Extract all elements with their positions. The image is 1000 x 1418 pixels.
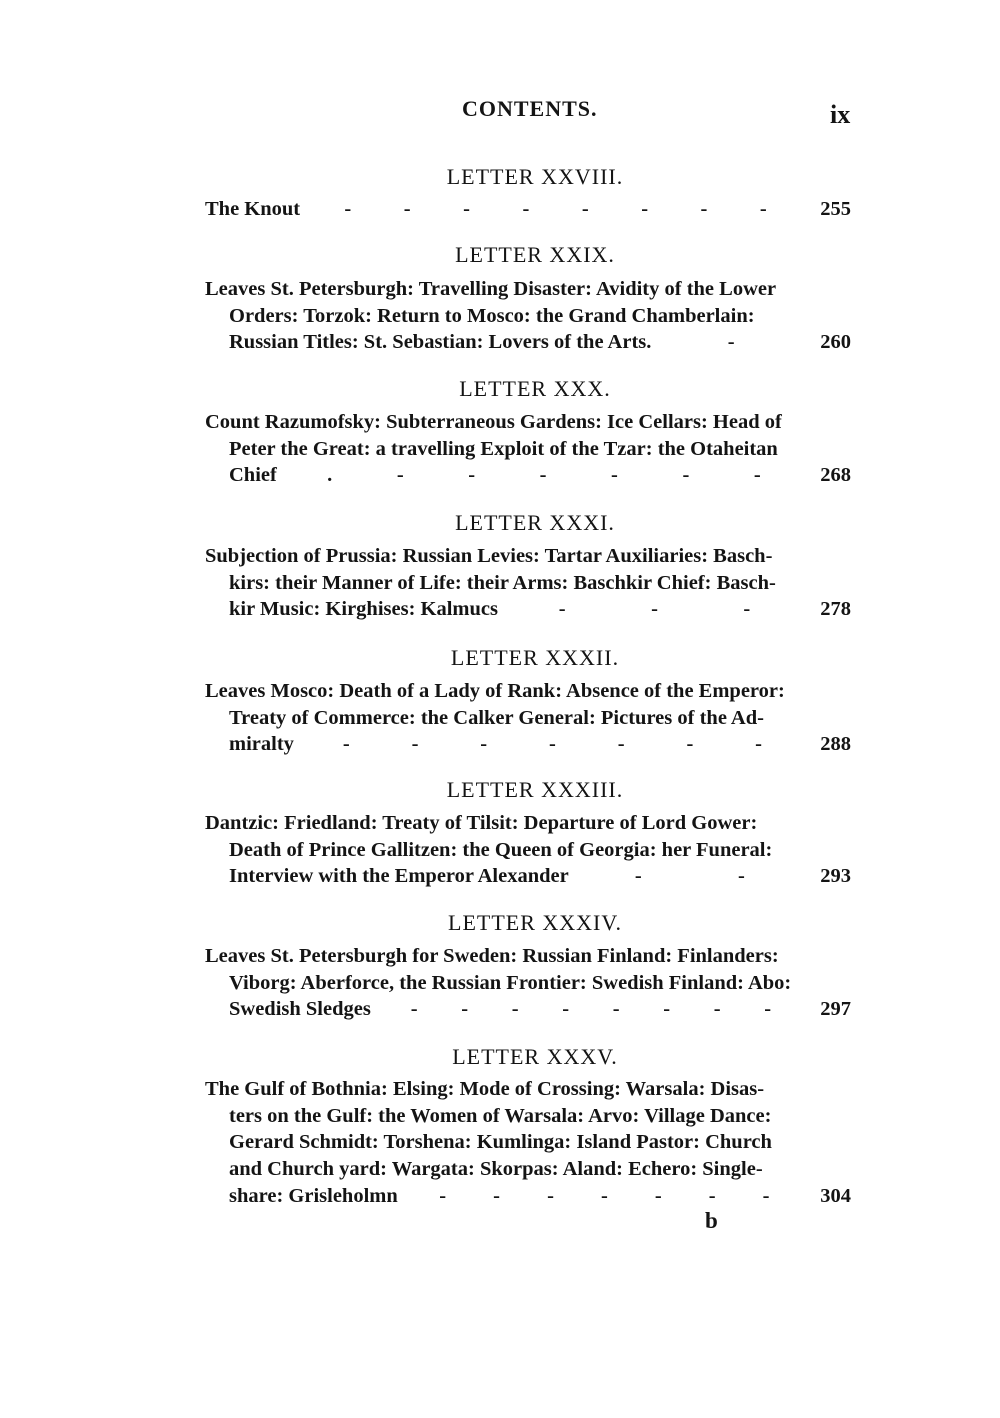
page-ref: 278 <box>820 598 851 621</box>
entry-text: Viborg: Aberforce, the Russian Frontier: Swedish Finland: Abo: <box>229 971 792 994</box>
entry-text: Interview with the Emperor Alexander <box>229 865 569 888</box>
leader-mark: - <box>600 1184 608 1207</box>
letter-heading: LETTER XXIX. <box>455 242 615 267</box>
entry-line <box>205 409 851 436</box>
entry-text: Chief <box>229 464 277 487</box>
contents-entry <box>205 196 851 223</box>
leader-mark: - <box>511 998 519 1021</box>
leader-mark: - <box>611 464 618 487</box>
leader-mark: - <box>522 198 530 220</box>
leader-mark: - <box>743 598 751 621</box>
entry-text: kir Music: Kirghises: Kalmucs <box>229 598 498 621</box>
entry-text: Dantzic: Friedland: Treaty of Tilsit: Departure of Lord Gower: <box>205 812 758 834</box>
leader-mark: - <box>654 1184 662 1207</box>
leader-mark: - <box>755 733 762 756</box>
leader-mark: - <box>344 198 352 220</box>
entry-line <box>205 596 851 623</box>
entry-line <box>205 863 851 890</box>
leader-mark: - <box>463 198 470 220</box>
leader-mark: - <box>547 1184 554 1207</box>
leader-mark: - <box>738 865 745 888</box>
leader-mark: - <box>762 1184 770 1207</box>
leader-mark: - <box>634 865 642 888</box>
leader-mark: - <box>396 464 404 487</box>
leader-mark: - <box>727 331 735 354</box>
entry-text: Treaty of Commerce: the Calker General: Pictures of the Ad- <box>229 706 764 729</box>
leader-mark: - <box>612 998 620 1021</box>
contents-entry <box>205 943 851 1023</box>
dot-leader <box>498 596 811 623</box>
page-ref: 260 <box>820 331 851 354</box>
leader-mark: - <box>700 198 708 220</box>
entry-text: ters on the Gulf: the Women of Warsala: Arvo: Village Dance: <box>229 1104 772 1127</box>
letter-heading: LETTER XXX. <box>459 376 611 401</box>
letter-heading: LETTER XXXIV. <box>448 910 622 935</box>
page-ref: 297 <box>820 998 851 1021</box>
entry-line <box>205 1129 851 1156</box>
leader-mark: - <box>493 1184 500 1207</box>
leader-mark: - <box>686 733 694 756</box>
leader-mark: - <box>403 198 411 220</box>
leader-mark: - <box>764 998 772 1021</box>
entry-line <box>205 970 851 997</box>
letter-heading: LETTER XXVIII. <box>446 164 624 189</box>
leader-mark: - <box>682 464 690 487</box>
entry-line <box>205 329 851 356</box>
contents-entry <box>205 810 851 890</box>
entry-line <box>205 436 851 463</box>
page-ref: 288 <box>820 733 851 756</box>
entry-text: Gerard Schmidt: Torshena: Kumlinga: Island Pastor: Church <box>229 1131 772 1154</box>
entry-line <box>205 996 851 1023</box>
entry-line <box>205 276 851 303</box>
entry-text: kirs: their Manner of Life: their Arms: Baschkir Chief: Basch- <box>229 571 776 594</box>
entry-text: The Gulf of Bothnia: Elsing: Mode of Crossing: Warsala: Disas- <box>205 1078 765 1100</box>
entry-text: Swedish Sledges <box>229 998 371 1021</box>
dot-leader <box>651 329 811 356</box>
page-number: ix <box>830 100 851 129</box>
contents-entry <box>205 276 851 356</box>
entry-line <box>205 943 851 970</box>
entry-text: Peter the Great: a travelling Exploit of the Tzar: the Otaheitan <box>229 437 778 460</box>
entry-text: Leaves Mosco: Death of a Lady of Rank: Absence of the Emperor: <box>205 680 785 702</box>
leader-mark: - <box>708 1184 716 1207</box>
letter-heading: LETTER XXXIII. <box>446 777 624 802</box>
signature-mark: b <box>705 1208 718 1233</box>
leader-mark: - <box>480 733 488 756</box>
entry-line <box>205 731 851 758</box>
leader-mark: - <box>558 598 566 621</box>
entry-line <box>205 196 851 223</box>
entry-line <box>205 1103 851 1130</box>
entry-line <box>205 303 851 330</box>
leader-mark: - <box>617 733 625 756</box>
leader-mark: - <box>410 998 418 1021</box>
dot-leader <box>300 196 811 223</box>
dot-leader <box>294 731 811 758</box>
leader-mark: - <box>651 598 658 621</box>
leader-mark: - <box>411 733 419 756</box>
entry-line <box>205 1076 851 1103</box>
letter-heading: LETTER XXXV. <box>452 1044 618 1069</box>
contents-entry <box>205 678 851 758</box>
entry-line <box>205 570 851 597</box>
leader-mark: - <box>713 998 721 1021</box>
entry-line <box>205 837 851 864</box>
page-ref: 293 <box>820 865 851 888</box>
leader-mark: - <box>342 733 350 756</box>
entry-text: Leaves St. Petersburgh for Sweden: Russian Finland: Finlanders: <box>205 945 779 967</box>
entry-text: Count Razumofsky: Subterraneous Gardens: Ice Cellars: Head of <box>205 411 782 433</box>
leader-mark: - <box>581 198 589 220</box>
entry-text: The Knout <box>205 198 301 220</box>
leader-mark: - <box>549 733 556 756</box>
letter-heading: LETTER XXXI. <box>455 510 615 535</box>
contents-entry <box>205 409 851 489</box>
leader-mark: - <box>461 998 469 1021</box>
leader-mark: - <box>468 464 476 487</box>
page-ref: 304 <box>820 1184 851 1207</box>
entry-text: Subjection of Prussia: Russian Levies: Tartar Auxiliaries: Basch- <box>205 545 773 567</box>
entry-line <box>205 1183 851 1210</box>
leader-mark: - <box>562 998 570 1021</box>
letter-heading: LETTER XXXII. <box>450 645 620 670</box>
dot-leader <box>371 996 811 1023</box>
entry-text: miralty <box>229 733 294 756</box>
leader-mark: - <box>439 1184 447 1207</box>
entry-line <box>205 462 851 489</box>
entry-line <box>205 810 851 837</box>
leader-mark: - <box>753 464 761 487</box>
entry-line <box>205 1156 851 1183</box>
entry-line <box>205 705 851 732</box>
entry-text: Orders: Torzok: Return to Mosco: the Grand Chamberlain: <box>229 304 755 327</box>
dot-leader <box>569 863 811 890</box>
entry-line <box>205 543 851 570</box>
contents-entry <box>205 1076 851 1210</box>
leader-mark: - <box>641 198 649 220</box>
entry-text: and Church yard: Wargata: Skorpas: Aland: Echero: Single- <box>229 1158 763 1181</box>
leader-mark: - <box>759 198 767 220</box>
page-ref: 268 <box>820 464 851 487</box>
contents-entry <box>205 543 851 623</box>
dot-leader <box>277 462 811 489</box>
page-ref: 255 <box>820 198 851 220</box>
running-head: CONTENTS. <box>462 96 598 121</box>
entry-text: Death of Prince Gallitzen: the Queen of Georgia: her Funeral: <box>229 838 773 861</box>
entry-line <box>205 678 851 705</box>
leader-mark: - <box>663 998 671 1021</box>
leader-mark: . <box>327 464 333 487</box>
dot-leader <box>398 1183 811 1210</box>
entry-text: Leaves St. Petersburgh: Travelling Disaster: Avidity of the Lower <box>205 278 777 300</box>
entry-text: Russian Titles: St. Sebastian: Lovers of the Arts. <box>229 331 652 354</box>
entry-text: share: Grisleholmn <box>229 1184 398 1207</box>
leader-mark: - <box>539 464 547 487</box>
